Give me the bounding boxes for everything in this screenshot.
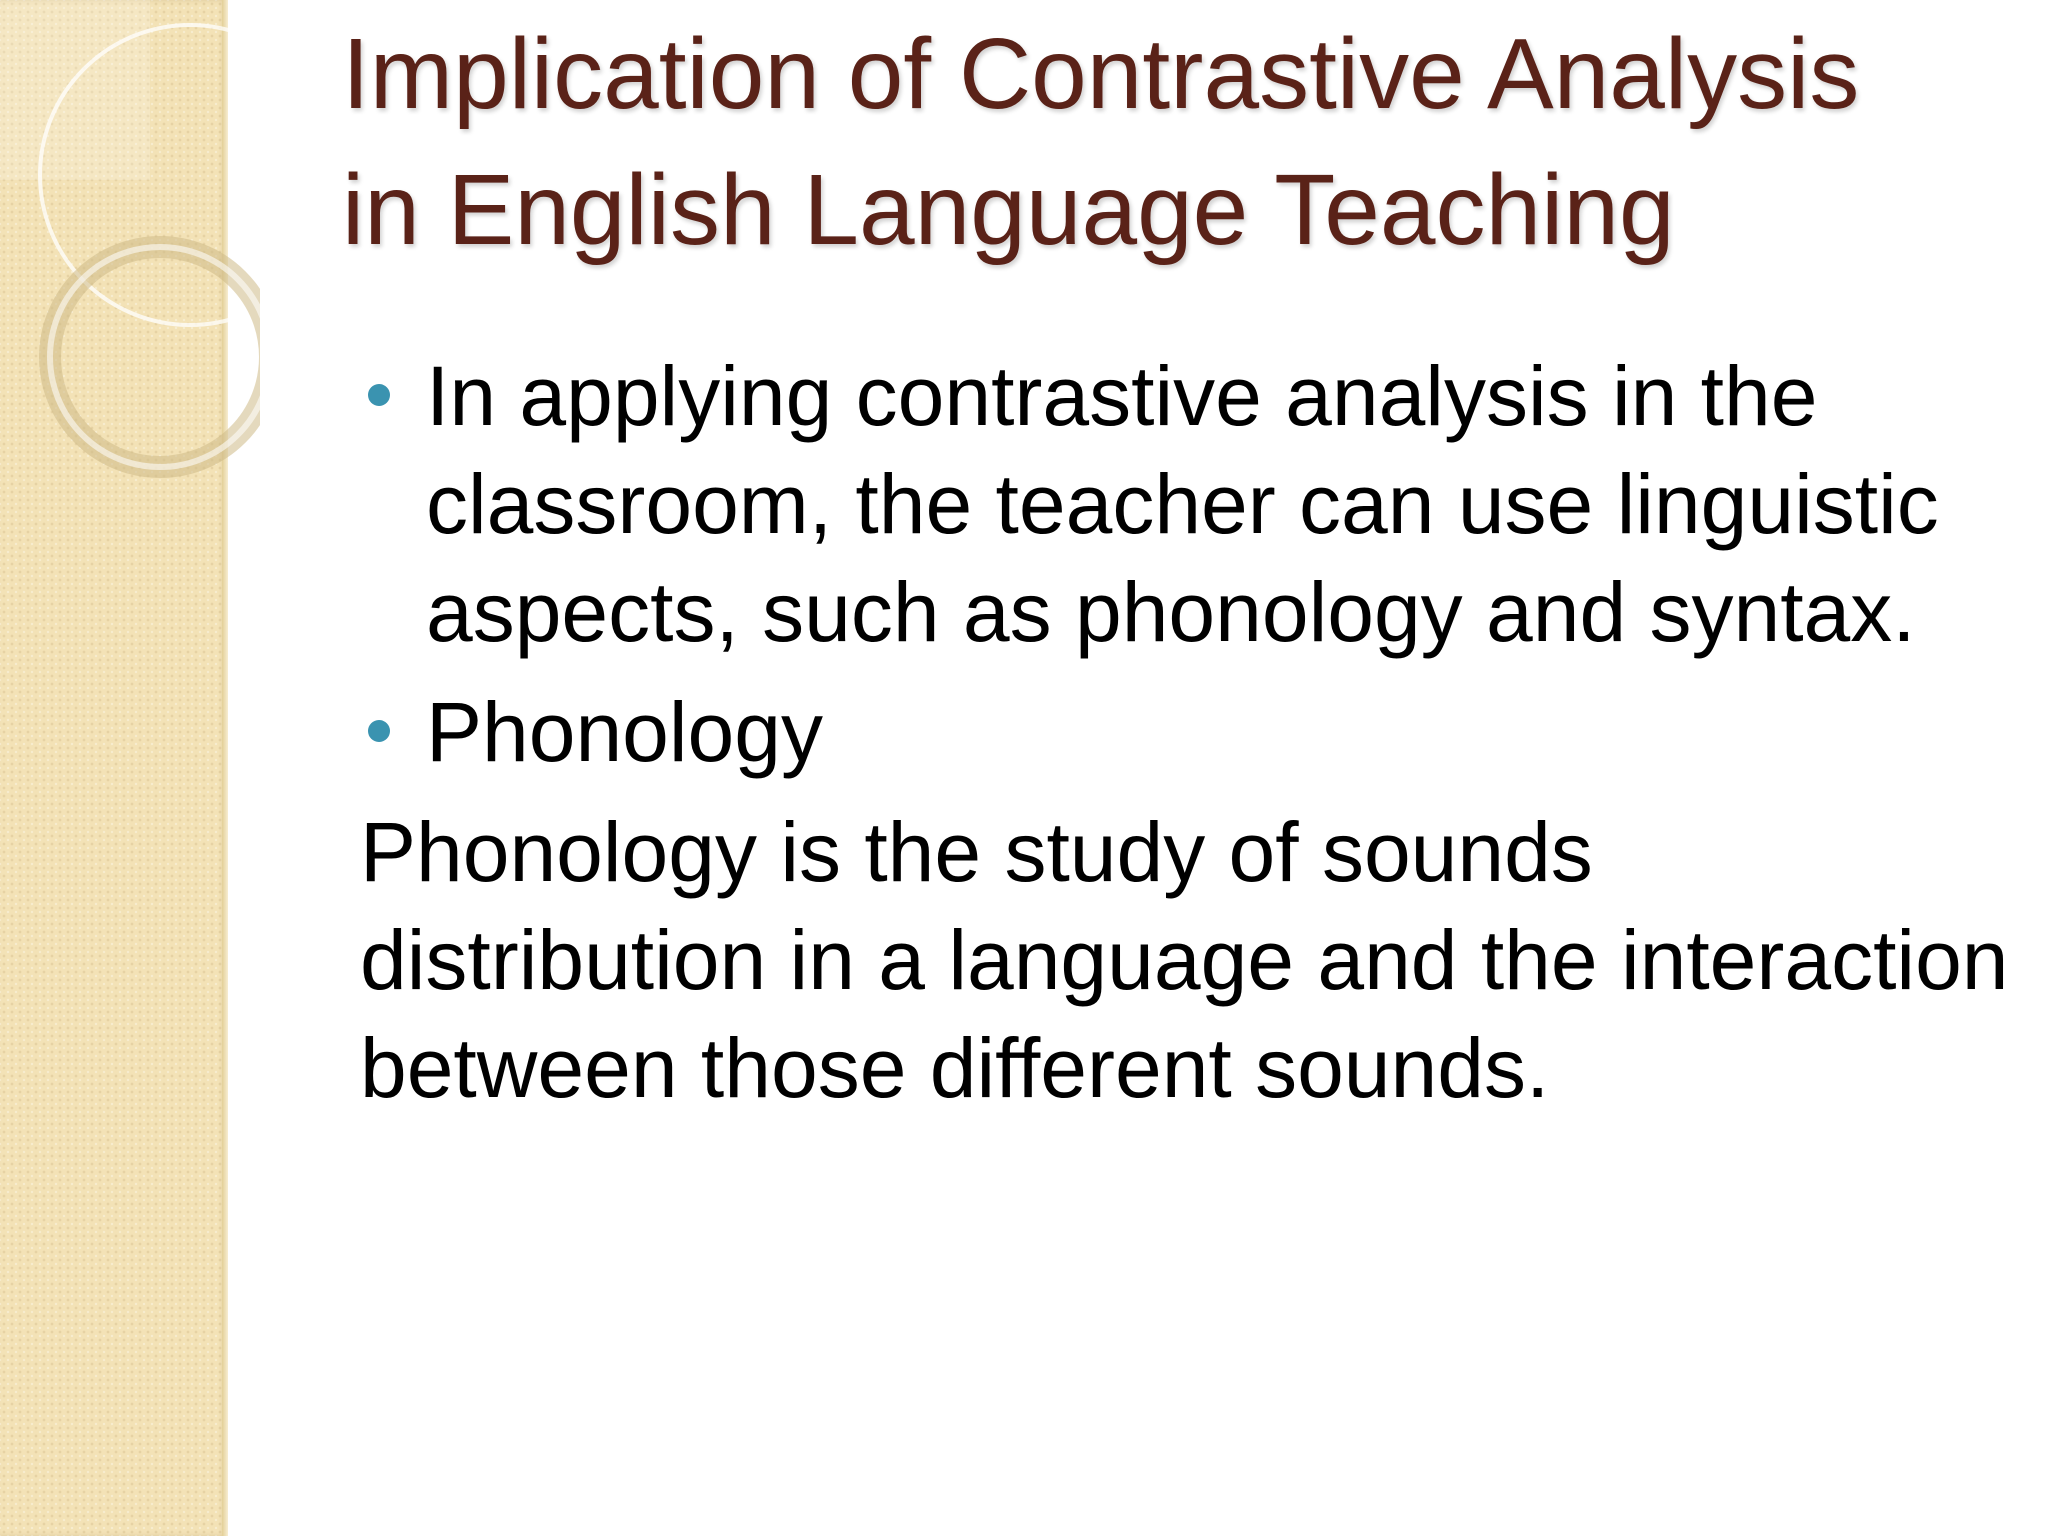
bullet-item xyxy=(360,678,2020,786)
decorative-rings xyxy=(0,0,260,520)
slide-title: Implication of Contrastive Analysis in English Language Teaching xyxy=(342,18,1860,266)
bullet-item xyxy=(360,342,2020,666)
slide-body xyxy=(360,342,2020,1122)
bullet-list xyxy=(360,342,2020,786)
bullet-text: Phonology xyxy=(426,685,823,779)
bullet-icon xyxy=(368,720,390,742)
bullet-icon xyxy=(368,384,390,406)
body-paragraph: Phonology is the study of sounds distribution in a language and the interaction between those different sounds. xyxy=(360,805,2009,1115)
bullet-text: In applying contrastive analysis in the classroom, the teacher can use linguistic aspects, such as phonology and syntax. xyxy=(426,349,1939,659)
